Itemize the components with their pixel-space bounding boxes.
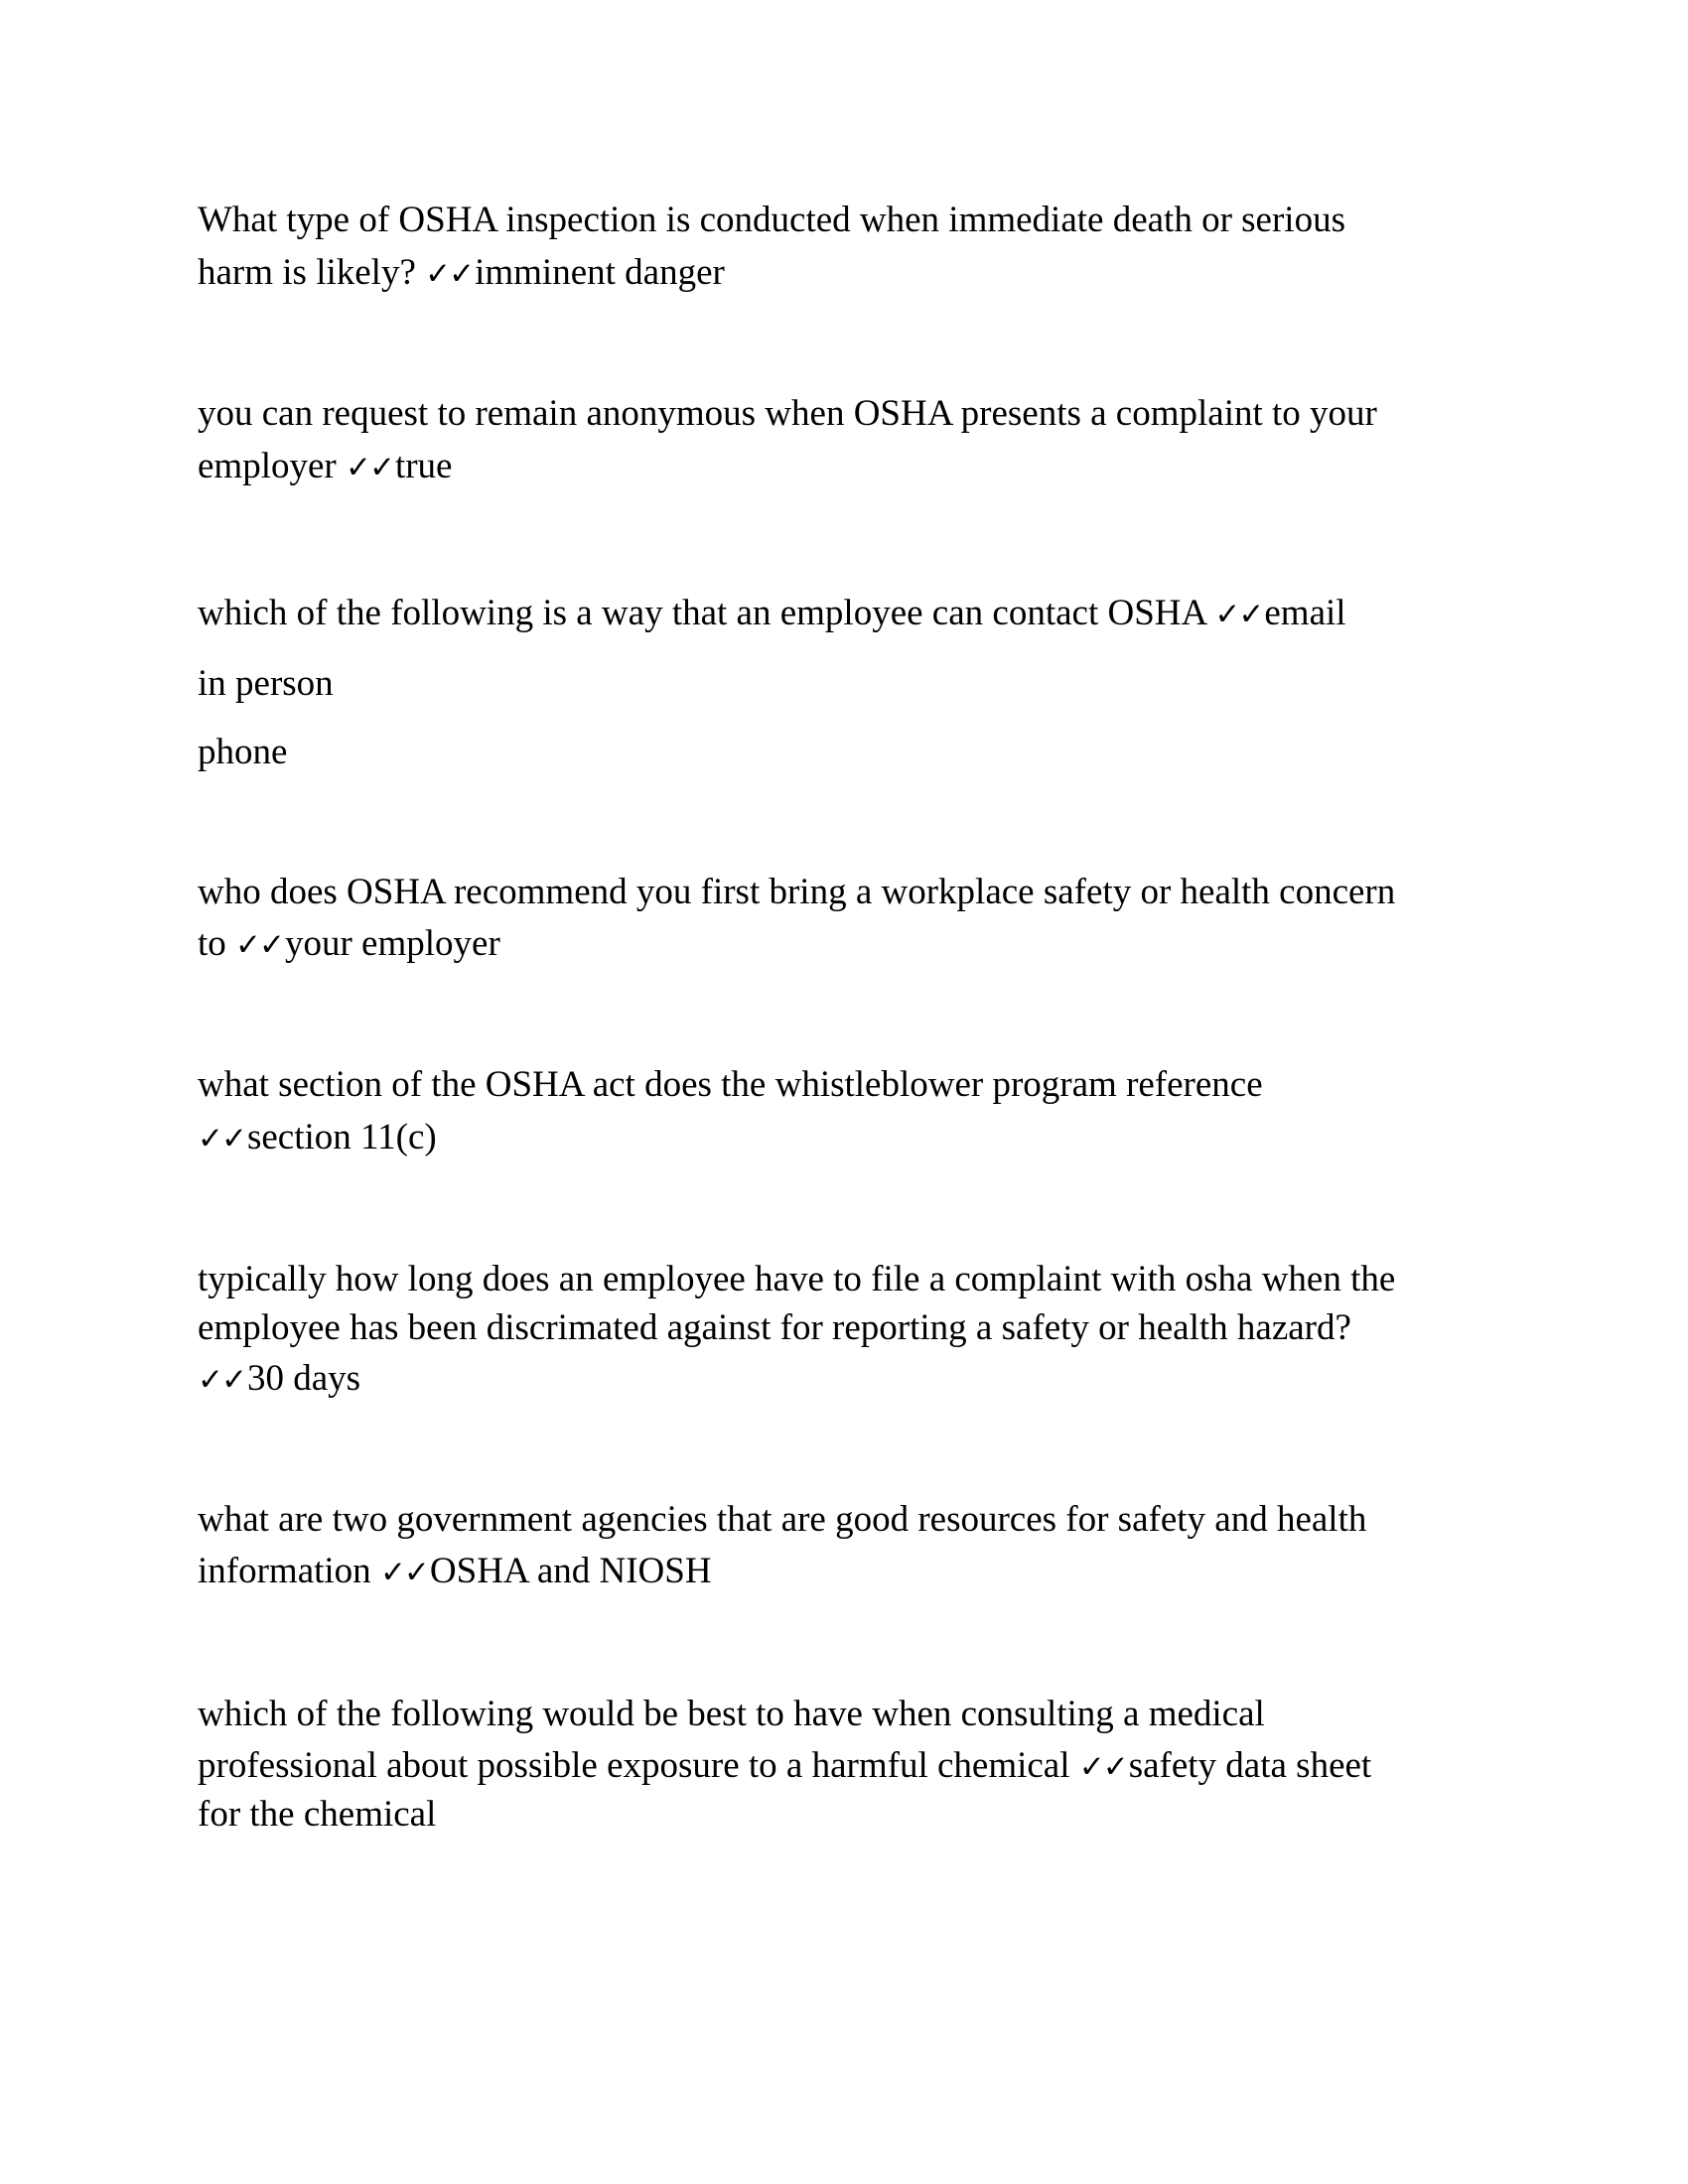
- question-7-line-1: what are two government agencies that are good resources for safety and health: [198, 1499, 1367, 1540]
- check-icon: ✓✓: [198, 1362, 245, 1398]
- check-icon: ✓✓: [425, 256, 474, 292]
- answer-text: safety data sheet: [1128, 1745, 1372, 1786]
- question-1-line-1: What type of OSHA inspection is conducted when immediate death or serious: [198, 200, 1345, 240]
- question-text: information: [198, 1551, 380, 1591]
- question-2-line-2: [198, 445, 452, 489]
- answer-text: 30 days: [246, 1358, 361, 1399]
- answer-text: OSHA and NIOSH: [429, 1551, 712, 1591]
- check-icon: ✓✓: [198, 1121, 245, 1157]
- question-8-line-2: [198, 1744, 1371, 1789]
- check-icon: ✓✓: [345, 450, 393, 485]
- question-1-line-2: [198, 251, 725, 296]
- answer-text: imminent danger: [475, 252, 725, 293]
- answer-text: section 11(c): [246, 1117, 437, 1158]
- question-text: employer: [198, 446, 346, 486]
- question-4-line-1: who does OSHA recommend you first bring a workplace safety or health concern: [198, 872, 1396, 912]
- question-6-line-3: [198, 1357, 360, 1402]
- question-text: professional about possible exposure to a harmful chemical: [198, 1745, 1079, 1786]
- question-6-line-2: employee has been discrimated against for reporting a safety or health hazard?: [198, 1307, 1351, 1348]
- answer-text: your employer: [284, 923, 500, 964]
- question-8-line-1: which of the following would be best to have when consulting a medical: [198, 1694, 1265, 1734]
- question-2-line-1: you can request to remain anonymous when OSHA presents a complaint to your: [198, 393, 1377, 434]
- check-icon: ✓✓: [1214, 597, 1263, 632]
- answer-3-line-2: in person: [198, 663, 334, 704]
- answer-text: email: [1264, 593, 1346, 633]
- check-icon: ✓✓: [235, 927, 283, 963]
- question-text: harm is likely?: [198, 252, 426, 293]
- question-text: which of the following is a way that an employee can contact OSHA: [198, 593, 1215, 633]
- question-3-line-1: [198, 592, 1346, 636]
- question-6-line-1: typically how long does an employee have to file a complaint with osha when the: [198, 1259, 1396, 1299]
- question-5-line-1: what section of the OSHA act does the whistleblower program reference: [198, 1064, 1263, 1105]
- question-text: to: [198, 923, 236, 964]
- answer-8-line-3: for the chemical: [198, 1794, 437, 1835]
- question-5-line-2: [198, 1116, 437, 1160]
- question-4-line-2: [198, 922, 500, 967]
- question-7-line-2: [198, 1550, 712, 1594]
- check-icon: ✓✓: [1078, 1749, 1127, 1785]
- answer-3-line-3: phone: [198, 732, 288, 772]
- answer-text: true: [394, 446, 453, 486]
- check-icon: ✓✓: [379, 1555, 428, 1590]
